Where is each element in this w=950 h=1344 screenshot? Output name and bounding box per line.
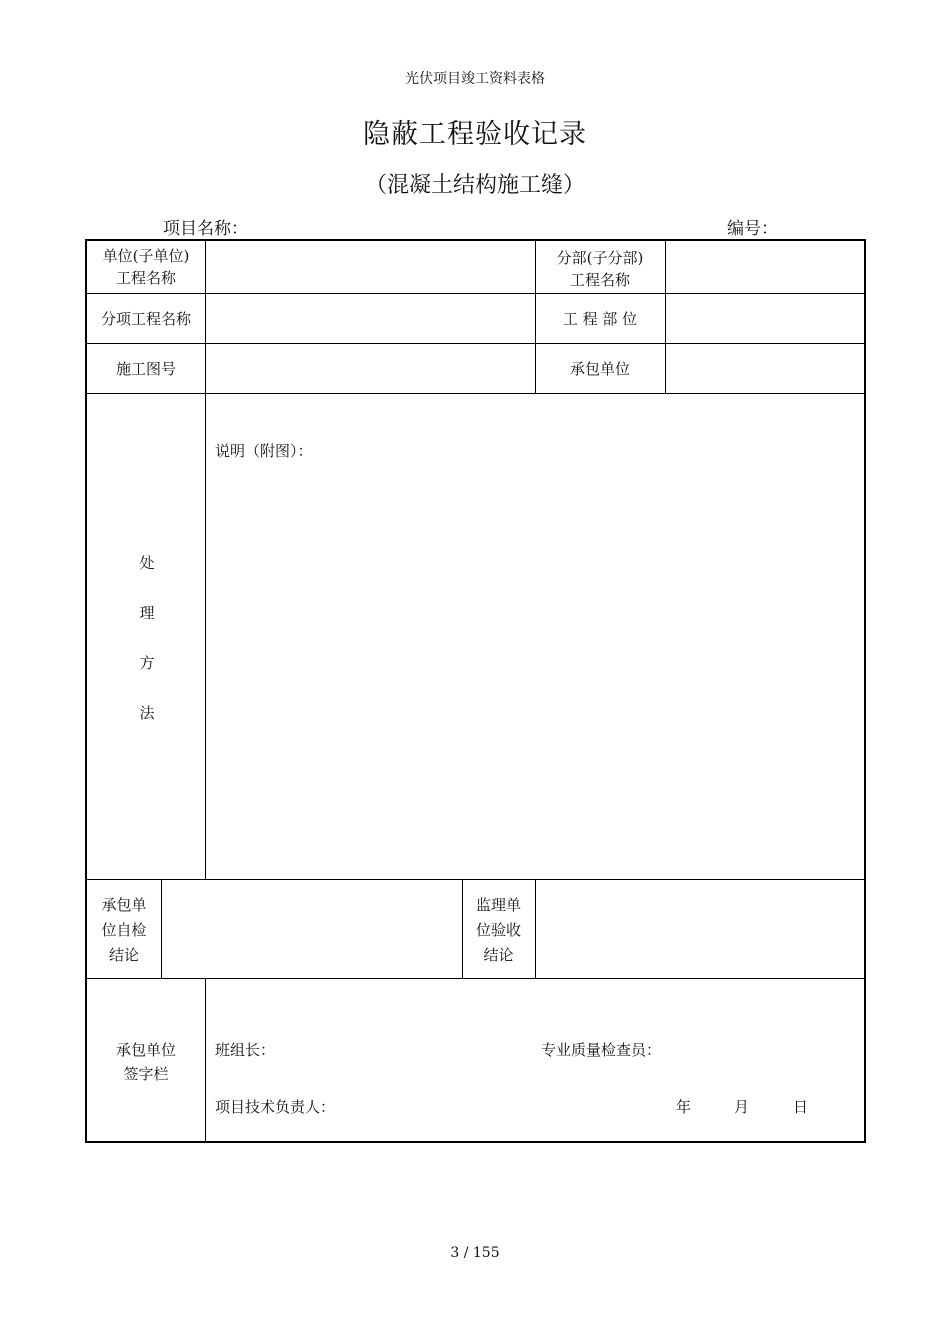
label-line: 承包单位 [115,1041,176,1059]
method-char: 理 [139,604,155,622]
date-year-label: 年 [676,1098,692,1116]
description-label: 说明（附图）： [215,442,313,460]
column-divider [205,241,206,879]
page-number: 3 / 155 [450,1245,500,1261]
row-divider [87,978,864,979]
label-line: 单位(子单位) [102,247,190,265]
serial-number-label: 编号： [727,219,778,239]
column-divider [161,879,162,978]
label-line: 分部(子分部) [556,249,644,267]
contractor-self-check-label [87,893,161,968]
label-line: 工程名称 [569,271,630,289]
quality-inspector-label: 专业质量检查员： [541,1041,662,1059]
row-divider [87,293,864,294]
unit-project-name-label [87,245,205,289]
subitem-project-name-label: 分项工程名称 [100,310,191,328]
project-name-label: 项目名称： [163,219,248,239]
label-line: 结论 [108,946,139,964]
document-subtitle: （混凝土结构施工缝） [364,173,585,198]
signature-section-label [87,1038,205,1086]
contractor-label: 承包单位 [569,360,630,378]
column-divider [205,978,206,1141]
label-line: 承包单 [101,896,147,914]
label-line: 工程名称 [115,269,176,287]
document-title: 隐蔽工程验收记录 [363,119,587,150]
division-project-name-label [535,247,665,291]
row-divider [87,879,864,880]
column-divider [535,879,536,978]
label-line: 监理单 [475,896,521,914]
row-divider [87,393,864,394]
supervision-acceptance-label [462,893,535,968]
label-line: 位验收 [475,921,521,939]
method-char: 法 [139,704,155,722]
date-month-label: 月 [734,1098,750,1116]
method-char: 处 [139,554,155,572]
team-leader-label: 班组长： [215,1041,276,1059]
drawing-number-label: 施工图号 [115,360,176,378]
label-line: 位自检 [101,921,147,939]
column-divider [665,241,666,393]
technical-lead-label: 项目技术负责人： [215,1098,336,1116]
inspection-form [85,239,866,1143]
label-line: 结论 [483,946,514,964]
row-divider [87,343,864,344]
method-char: 方 [139,654,155,672]
page-header: 光伏项目竣工资料表格 [405,71,545,87]
date-day-label: 日 [793,1098,809,1116]
label-line: 签字栏 [123,1065,169,1083]
project-location-label: 工 程 部 位 [562,310,638,328]
